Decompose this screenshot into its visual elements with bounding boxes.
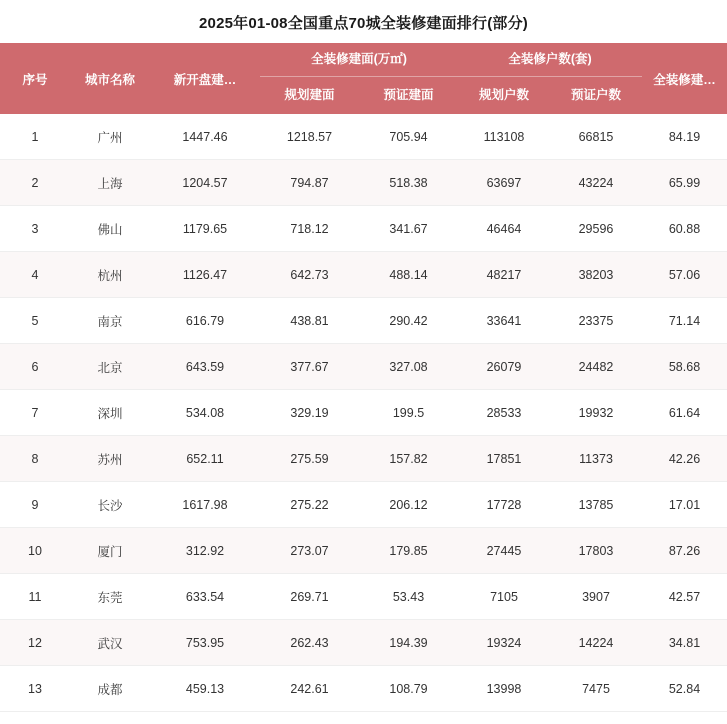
- cell-city: 北京: [70, 344, 150, 390]
- table-row: [0, 252, 727, 298]
- cell-index: 3: [0, 206, 70, 252]
- table-body: [0, 114, 727, 712]
- column-header-new-open: 新开盘建…: [150, 43, 260, 114]
- cell-plan-units: 19324: [458, 620, 550, 666]
- cell-index: 13: [0, 666, 70, 712]
- cell-plan-area: 262.43: [260, 620, 359, 666]
- cell-cert-units: 24482: [550, 344, 642, 390]
- cell-index: 1: [0, 114, 70, 160]
- table-row: [0, 344, 727, 390]
- cell-last: 84.19: [642, 114, 727, 160]
- cell-last: 42.57: [642, 574, 727, 620]
- cell-plan-units: 7105: [458, 574, 550, 620]
- cell-city: 厦门: [70, 528, 150, 574]
- cell-last: 42.26: [642, 436, 727, 482]
- cell-plan-area: 718.12: [260, 206, 359, 252]
- cell-new-open: 459.13: [150, 666, 260, 712]
- table-row: [0, 390, 727, 436]
- cell-plan-units: 48217: [458, 252, 550, 298]
- cell-cert-units: 19932: [550, 390, 642, 436]
- cell-plan-area: 242.61: [260, 666, 359, 712]
- column-header-group-area: 全装修建面(万㎡) 规划建面 预证建面: [260, 43, 458, 114]
- cell-cert-area: 341.67: [359, 206, 458, 252]
- cell-new-open: 1447.46: [150, 114, 260, 160]
- cell-plan-area: 275.59: [260, 436, 359, 482]
- cell-cert-area: 327.08: [359, 344, 458, 390]
- cell-cert-area: 108.79: [359, 666, 458, 712]
- cell-city: 武汉: [70, 620, 150, 666]
- cell-cert-area: 206.12: [359, 482, 458, 528]
- cell-index: 11: [0, 574, 70, 620]
- column-header-city: 城市名称: [70, 43, 150, 114]
- cell-last: 87.26: [642, 528, 727, 574]
- cell-plan-units: 26079: [458, 344, 550, 390]
- table-row: [0, 206, 727, 252]
- cell-plan-units: 46464: [458, 206, 550, 252]
- cell-plan-units: 17728: [458, 482, 550, 528]
- cell-plan-area: 1218.57: [260, 114, 359, 160]
- cell-cert-area: 157.82: [359, 436, 458, 482]
- cell-cert-units: 29596: [550, 206, 642, 252]
- cell-new-open: 643.59: [150, 344, 260, 390]
- cell-plan-area: 269.71: [260, 574, 359, 620]
- cell-plan-area: 377.67: [260, 344, 359, 390]
- cell-cert-units: 23375: [550, 298, 642, 344]
- cell-plan-units: 113108: [458, 114, 550, 160]
- table-row: [0, 620, 727, 666]
- cell-last: 71.14: [642, 298, 727, 344]
- cell-plan-area: 642.73: [260, 252, 359, 298]
- cell-cert-area: 488.14: [359, 252, 458, 298]
- cell-index: 8: [0, 436, 70, 482]
- cell-plan-units: 63697: [458, 160, 550, 206]
- column-header-index: 序号: [0, 43, 70, 114]
- cell-cert-area: 53.43: [359, 574, 458, 620]
- cell-plan-units: 17851: [458, 436, 550, 482]
- cell-city: 上海: [70, 160, 150, 206]
- cell-index: 10: [0, 528, 70, 574]
- cell-plan-area: 329.19: [260, 390, 359, 436]
- table-row: [0, 528, 727, 574]
- cell-city: 杭州: [70, 252, 150, 298]
- cell-new-open: 1179.65: [150, 206, 260, 252]
- table-row: [0, 574, 727, 620]
- cell-index: 12: [0, 620, 70, 666]
- cell-cert-units: 11373: [550, 436, 642, 482]
- table-row: [0, 298, 727, 344]
- cell-last: 57.06: [642, 252, 727, 298]
- cell-cert-units: 17803: [550, 528, 642, 574]
- cell-new-open: 753.95: [150, 620, 260, 666]
- cell-city: 佛山: [70, 206, 150, 252]
- table-row: [0, 114, 727, 160]
- cell-plan-area: 273.07: [260, 528, 359, 574]
- cell-index: 2: [0, 160, 70, 206]
- cell-new-open: 652.11: [150, 436, 260, 482]
- cell-index: 6: [0, 344, 70, 390]
- cell-cert-area: 518.38: [359, 160, 458, 206]
- cell-new-open: 1617.98: [150, 482, 260, 528]
- cell-cert-units: 14224: [550, 620, 642, 666]
- cell-city: 长沙: [70, 482, 150, 528]
- cell-cert-area: 705.94: [359, 114, 458, 160]
- cell-cert-area: 199.5: [359, 390, 458, 436]
- cell-last: 52.84: [642, 666, 727, 712]
- cell-city: 深圳: [70, 390, 150, 436]
- table-row: [0, 436, 727, 482]
- column-header-cert-units: 预证户数: [570, 88, 621, 102]
- cell-plan-area: 794.87: [260, 160, 359, 206]
- cell-index: 4: [0, 252, 70, 298]
- cell-city: 南京: [70, 298, 150, 344]
- cell-plan-units: 13998: [458, 666, 550, 712]
- cell-cert-area: 179.85: [359, 528, 458, 574]
- page-title: 2025年01-08全国重点70城全装修建面排行(部分): [198, 15, 528, 32]
- column-header-group-units: 全装修户数(套) 规划户数 预证户数: [458, 43, 642, 114]
- ranking-table: [0, 43, 727, 712]
- column-header-cert-area: 预证建面: [383, 88, 434, 102]
- cell-last: 58.68: [642, 344, 727, 390]
- cell-cert-units: 66815: [550, 114, 642, 160]
- cell-new-open: 312.92: [150, 528, 260, 574]
- cell-new-open: 534.08: [150, 390, 260, 436]
- cell-city: 东莞: [70, 574, 150, 620]
- cell-plan-units: 33641: [458, 298, 550, 344]
- cell-plan-area: 438.81: [260, 298, 359, 344]
- cell-city: 成都: [70, 666, 150, 712]
- cell-cert-area: 194.39: [359, 620, 458, 666]
- cell-last: 60.88: [642, 206, 727, 252]
- table-row: [0, 160, 727, 206]
- table-row: [0, 666, 727, 712]
- cell-index: 5: [0, 298, 70, 344]
- cell-new-open: 1204.57: [150, 160, 260, 206]
- cell-plan-units: 28533: [458, 390, 550, 436]
- cell-last: 65.99: [642, 160, 727, 206]
- cell-new-open: 1126.47: [150, 252, 260, 298]
- cell-last: 34.81: [642, 620, 727, 666]
- cell-cert-area: 290.42: [359, 298, 458, 344]
- cell-cert-units: 43224: [550, 160, 642, 206]
- cell-plan-units: 27445: [458, 528, 550, 574]
- column-header-plan-units: 规划户数: [478, 88, 529, 102]
- cell-cert-units: 38203: [550, 252, 642, 298]
- column-header-last: 全装修建…: [642, 43, 727, 114]
- cell-cert-units: 13785: [550, 482, 642, 528]
- cell-new-open: 633.54: [150, 574, 260, 620]
- cell-index: 9: [0, 482, 70, 528]
- cell-plan-area: 275.22: [260, 482, 359, 528]
- cell-cert-units: 3907: [550, 574, 642, 620]
- cell-cert-units: 7475: [550, 666, 642, 712]
- cell-last: 17.01: [642, 482, 727, 528]
- column-header-plan-area: 规划建面: [284, 88, 335, 102]
- cell-last: 61.64: [642, 390, 727, 436]
- cell-new-open: 616.79: [150, 298, 260, 344]
- table-row: [0, 482, 727, 528]
- table-header: [0, 43, 727, 114]
- cell-city: 苏州: [70, 436, 150, 482]
- cell-city: 广州: [70, 114, 150, 160]
- cell-index: 7: [0, 390, 70, 436]
